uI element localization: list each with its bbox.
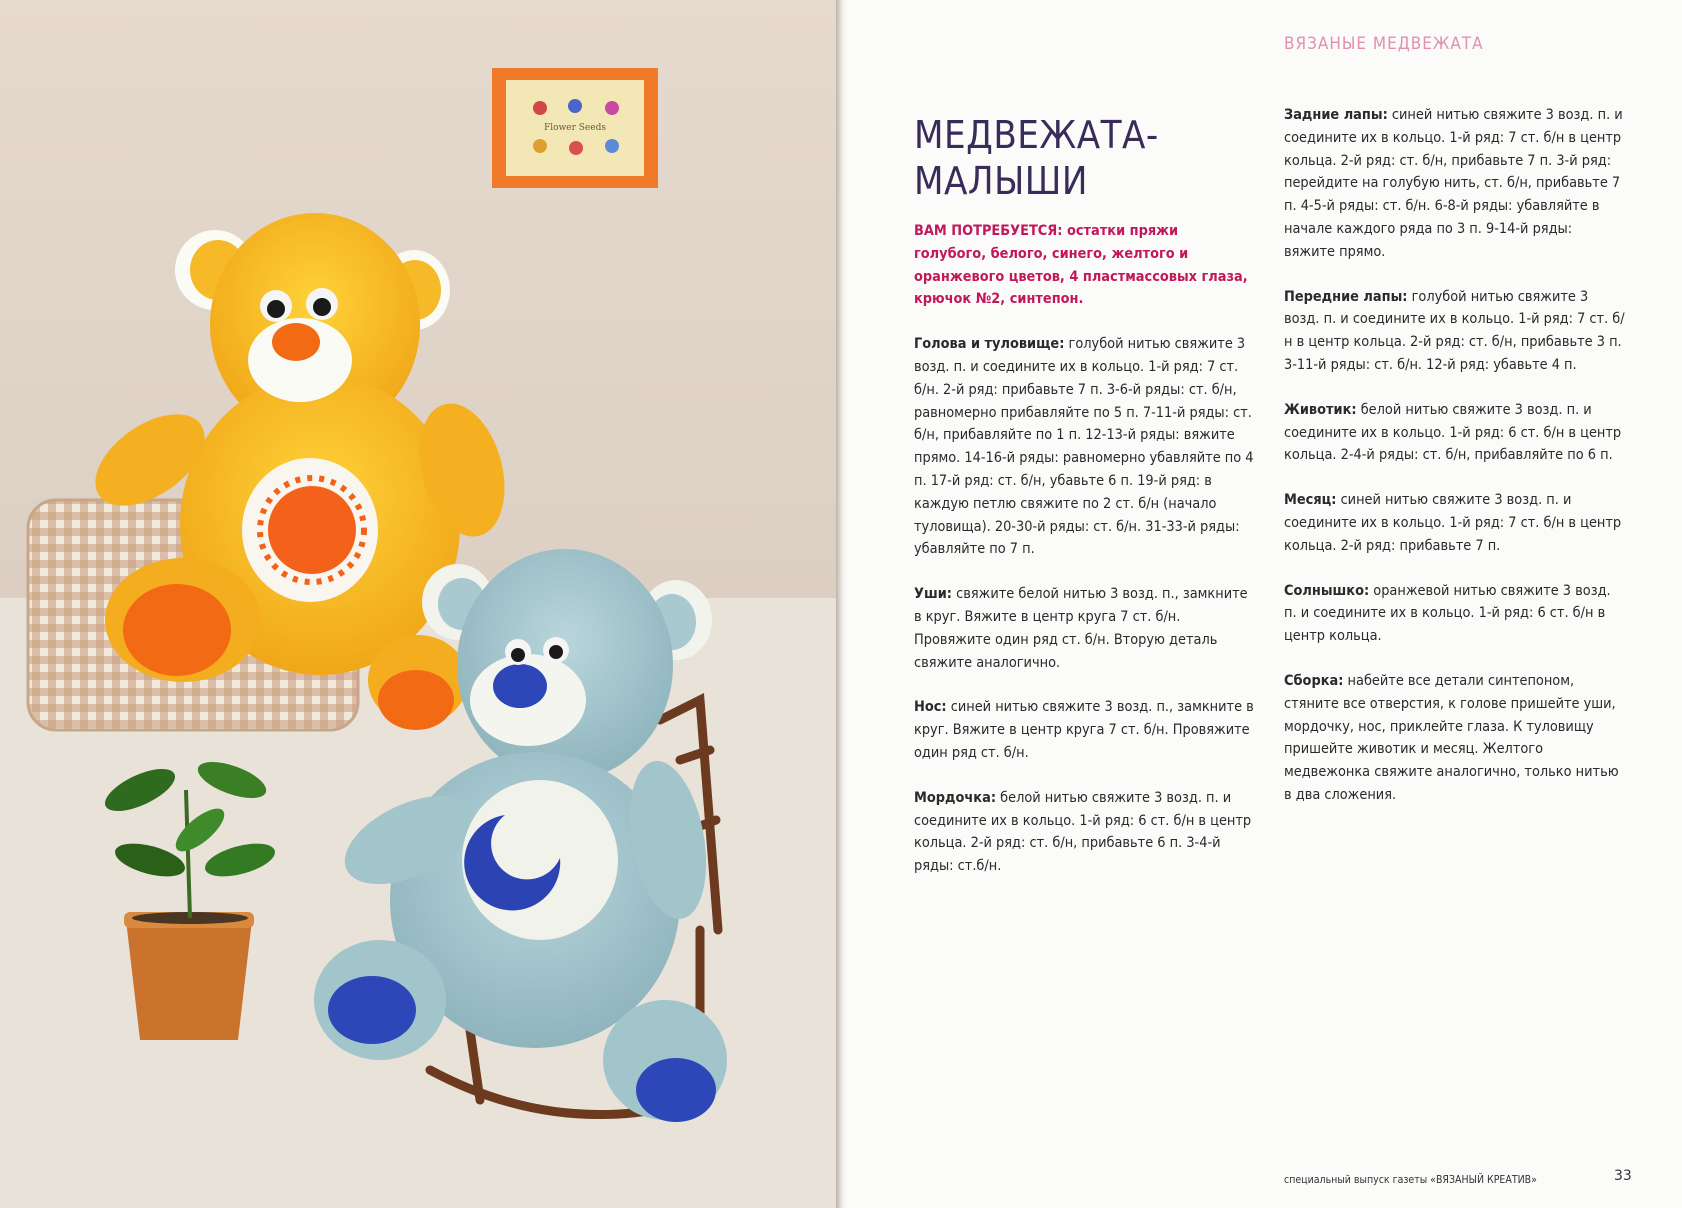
section-hind-legs	[1284, 104, 1626, 264]
section-assembly	[1284, 670, 1626, 807]
title-line-1: МЕДВЕЖАТА-	[914, 113, 1159, 157]
section-text: синей нитью свяжите 3 возд. п., замкните в круг. Вяжите в центр круга 7 ст. б/н. Провяжите один ряд ст. б/н.	[914, 699, 1254, 761]
picture-frame	[492, 68, 658, 188]
section-text: голубой нитью свяжите 3 возд. п. и соедините их в кольцо. 1-й ряд: 7 ст. б/н в центр кольца. 2-й ряд: ст. б/н, прибавьте 3 п. 3-11-й ряды: ст. б/н. 12-й ряд: убавьте 4 п.	[1284, 288, 1625, 373]
article-title	[914, 112, 1244, 204]
section-text: голубой нитью свяжите 3 возд. п. и соедините их в кольцо. 1-й ряд: 7 ст. б/н. 2-й ряд: прибавьте 7 п. 3-6-й ряды: ст. б/н, равномерно прибавляйте по 5 п. 7-11-й ряды: ст. б/н, прибавляйте по 1 п. 12-13-й ряды: вяжите прямо. 14-16-й ряды: равномерно убавляйте по 4 п. 17-й ряд: ст. б/н, убавьте 6 п. 19-й ряд: в каждую петлю свяжите по 2 ст. б/н (начало туловища). 20-30-й ряды: ст. б/н. 31-33-й ряды: убавляйте по 7 п.	[914, 336, 1254, 558]
section-text: набейте все детали синтепоном, стяните все отверстия, к голове пришейте уши, мордочку, нос, приклейте глаза. К туловищу пришейте животик и месяц. Желтого медвежонка свяжите аналогично, только нитью в два сложения.	[1284, 672, 1619, 803]
section-heading: Уши:	[914, 586, 952, 603]
section-head-body	[914, 333, 1254, 561]
section-muzzle	[914, 787, 1254, 878]
section-front-legs	[1284, 286, 1626, 377]
section-text: белой нитью свяжите 3 возд. п. и соедините их в кольцо. 1-й ряд: 6 ст. б/н в центр кольца. 2-4-й ряды: ст. б/н, прибавляйте по 6 п.	[1284, 401, 1622, 464]
section-ears	[914, 583, 1254, 674]
section-heading: Задние лапы:	[1284, 107, 1388, 123]
section-heading: Сборка:	[1284, 672, 1344, 689]
section-text: синей нитью свяжите 3 возд. п. и соедините их в кольцо. 1-й ряд: 7 ст. б/н в центр кольца. 2-й ряд: ст. б/н, прибавьте 7 п. 3-й ряд: перейдите на голубую нить, ст. б/н, прибавьте 7 п. 4-5-й ряды: ст. б/н. 6-8-й ряды: убавляйте в начале каждого ряда по 3 п. 9-14-й ряды: вяжите прямо.	[1284, 107, 1623, 260]
section-tummy	[1284, 399, 1626, 467]
section-heading: Мордочка:	[914, 789, 996, 806]
text-page	[848, 0, 1682, 1208]
running-head: ВЯЗАНЫЕ МЕДВЕЖАТА	[1284, 34, 1484, 54]
section-heading: Животик:	[1284, 401, 1357, 418]
section-sun	[1284, 580, 1626, 648]
text-column-right	[1284, 104, 1626, 829]
section-heading: Месяц:	[1284, 492, 1337, 509]
footer-publication: специальный выпуск газеты «ВЯЗАНЫЙ КРЕАТИВ»	[1284, 1174, 1537, 1186]
text-column-left	[914, 220, 1254, 900]
section-heading: Нос:	[914, 699, 947, 716]
section-heading: Солнышко:	[1284, 582, 1370, 599]
yellow-bear	[79, 213, 518, 730]
title-line-2: МАЛЫШИ	[914, 159, 1088, 203]
section-heading: Голова и туловище:	[914, 336, 1065, 353]
requirements: ВАМ ПОТРЕБУЕТСЯ: остатки пряжи голубого, белого, синего, желтого и оранжевого цветов, 4 пластмассовых глаза, крючок №2, синтепон.	[914, 223, 1248, 308]
section-text: синей нитью свяжите 3 возд. п. и соедините их в кольцо. 1-й ряд: 7 ст. б/н в центр кольца. 2-й ряд: прибавьте 7 п.	[1284, 492, 1622, 554]
section-text: свяжите белой нитью 3 возд. п., замкните в круг. Вяжите в центр круга 7 ст. б/н. Провяжите один ряд ст. б/н. Вторую деталь свяжите аналогично.	[914, 586, 1248, 671]
section-moon	[1284, 489, 1626, 557]
section-text: белой нитью свяжите 3 возд. п. и соедините их в кольцо. 1-й ряд: 6 ст. б/н в центр кольца. 2-й ряд: ст. б/н, прибавьте 6 п. 3-4-й ряды: ст.б/н.	[914, 789, 1252, 875]
section-nose	[914, 696, 1254, 764]
section-text: оранжевой нитью свяжите 3 возд. п. и соедините их в кольцо. 1-й ряд: 6 ст. б/н в центр кольца.	[1284, 582, 1611, 645]
section-heading: Передние лапы:	[1284, 288, 1408, 305]
page-number: 33	[1614, 1168, 1632, 1184]
frame-caption: Flower Seeds	[544, 123, 606, 133]
